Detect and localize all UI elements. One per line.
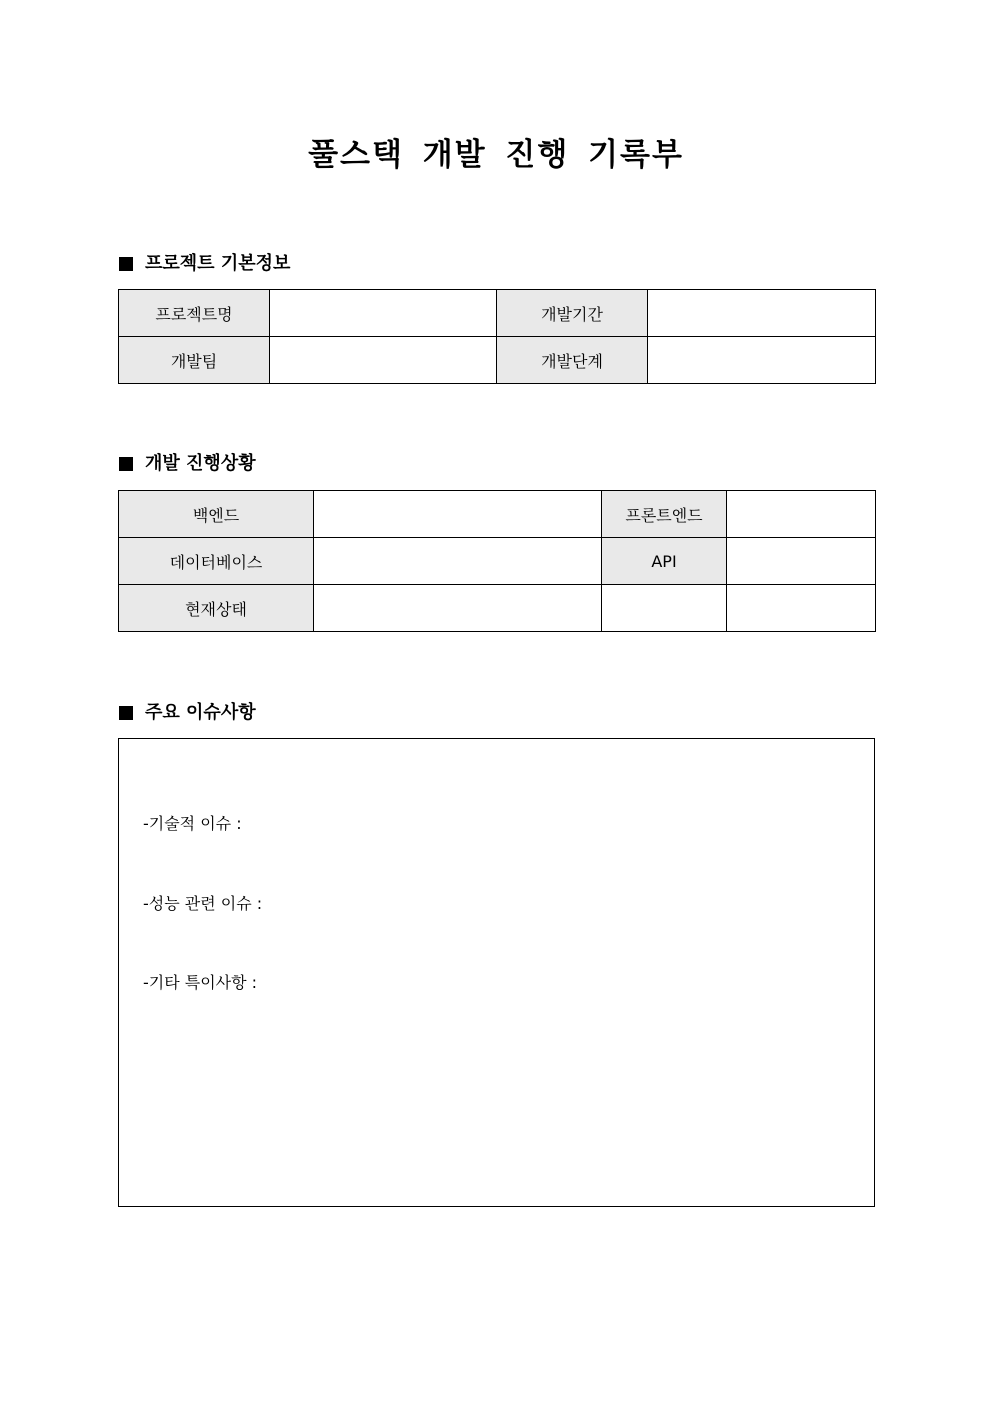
table-row bbox=[119, 585, 876, 632]
black-square-icon bbox=[119, 457, 133, 471]
dev-period-label: 개발기간 bbox=[497, 290, 648, 337]
issue-performance-line: -성능 관련 이슈 : bbox=[143, 893, 263, 913]
issues-list bbox=[143, 758, 262, 1050]
dev-team-label: 개발팀 bbox=[119, 337, 270, 384]
database-label: 데이터베이스 bbox=[119, 538, 314, 585]
section-heading-issues bbox=[119, 701, 256, 725]
section-heading-basic-info bbox=[119, 252, 290, 276]
dev-team-field[interactable] bbox=[270, 337, 497, 384]
dev-stage-field[interactable] bbox=[648, 337, 876, 384]
empty-cell[interactable] bbox=[727, 585, 876, 632]
progress-table bbox=[118, 490, 876, 632]
issues-textbox[interactable] bbox=[118, 738, 875, 1207]
table-row bbox=[119, 337, 876, 384]
api-label: API bbox=[602, 538, 727, 585]
black-square-icon bbox=[119, 257, 133, 271]
section-heading-label: 개발 진행상황 bbox=[145, 453, 256, 474]
table-row bbox=[119, 290, 876, 337]
black-square-icon bbox=[119, 706, 133, 720]
dev-period-field[interactable] bbox=[648, 290, 876, 337]
section-heading-label: 주요 이슈사항 bbox=[145, 702, 256, 723]
table-row bbox=[119, 491, 876, 538]
project-name-field[interactable] bbox=[270, 290, 497, 337]
issue-other-line: -기타 특이사항 : bbox=[143, 973, 258, 992]
page-title: 풀스택 개발 진행 기록부 bbox=[308, 137, 684, 173]
current-status-label: 현재상태 bbox=[119, 585, 314, 632]
project-name-label: 프로젝트명 bbox=[119, 290, 270, 337]
backend-field[interactable] bbox=[314, 491, 602, 538]
basic-info-table bbox=[118, 289, 876, 384]
dev-stage-label: 개발단계 bbox=[497, 337, 648, 384]
current-status-field[interactable] bbox=[314, 585, 602, 632]
section-heading-progress bbox=[119, 452, 256, 476]
database-field[interactable] bbox=[314, 538, 602, 585]
table-row bbox=[119, 538, 876, 585]
frontend-label: 프론트엔드 bbox=[602, 491, 727, 538]
section-heading-label: 프로젝트 기본정보 bbox=[145, 253, 291, 274]
api-field[interactable] bbox=[727, 538, 876, 585]
backend-label: 백엔드 bbox=[119, 491, 314, 538]
empty-cell[interactable] bbox=[602, 585, 727, 632]
frontend-field[interactable] bbox=[727, 491, 876, 538]
issue-technical-line: -기술적 이슈 : bbox=[143, 814, 242, 833]
